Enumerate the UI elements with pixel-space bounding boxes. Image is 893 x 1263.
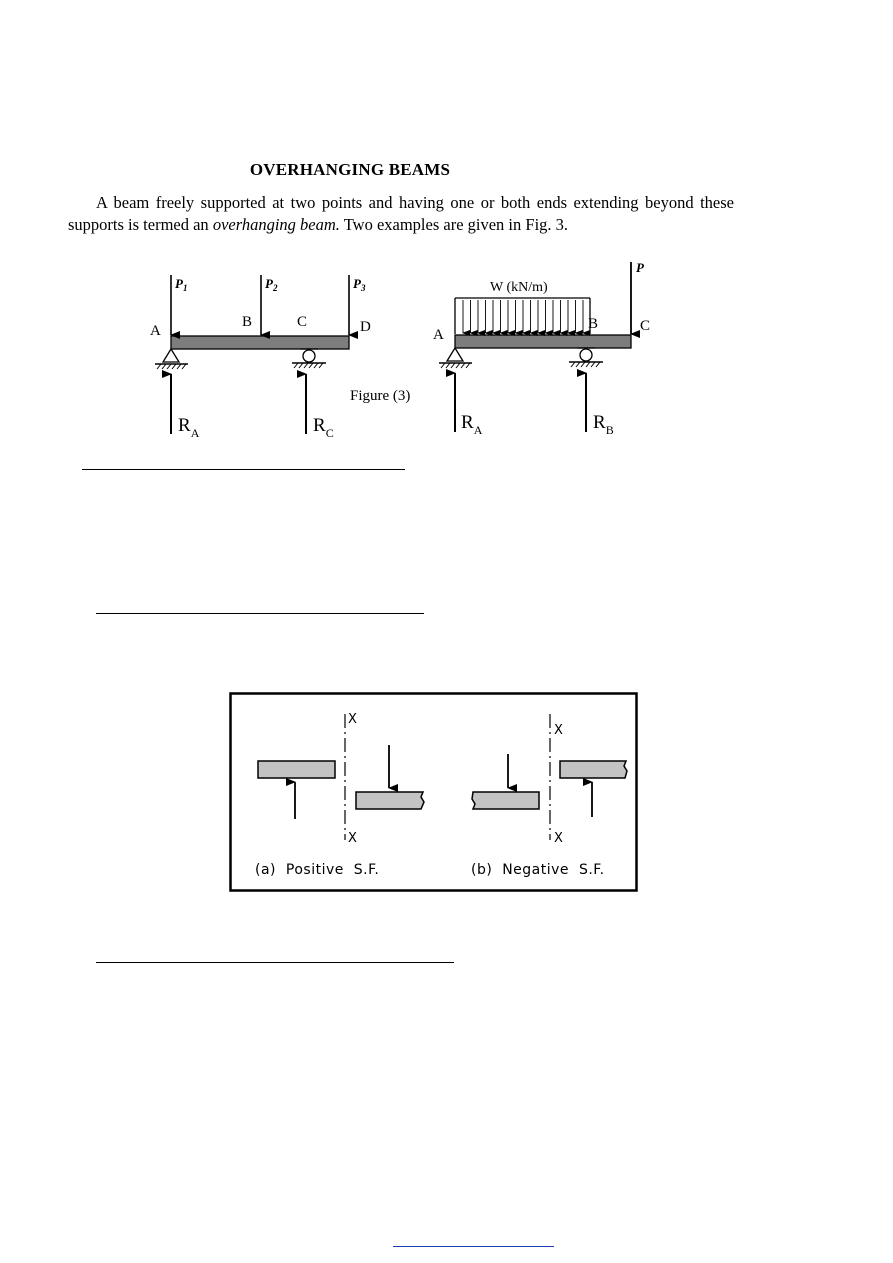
reaction-label-rc: $R_C$ — [313, 415, 334, 440]
figure-caption: Figure (3) — [350, 388, 411, 404]
beam-1-diagram — [150, 275, 371, 440]
figure-border — [231, 694, 637, 891]
shear-force-figure — [229, 692, 639, 894]
paragraph-line-1: A beam freely supported at two points and having one or both ends extending beyond these — [96, 193, 734, 212]
section-label-b-top: X — [554, 723, 563, 738]
load-label-p2: $P_2$ — [265, 276, 278, 293]
caption-negative: (b) Negative S.F. — [471, 862, 605, 878]
point-b-2: B — [588, 316, 599, 332]
pin-support — [155, 349, 188, 369]
point-b: B — [242, 314, 253, 330]
distributed-load — [455, 298, 590, 334]
beam-1 — [171, 336, 349, 349]
section-label-a-top: X — [348, 712, 357, 727]
underline-rule-2 — [96, 613, 424, 614]
paragraph-text: supports is termed an — [68, 215, 213, 234]
roller-support-2 — [569, 348, 603, 367]
section-heading: OVERHANGING BEAMS — [249, 160, 451, 179]
reaction-label-ra-2: $R_A$ — [461, 412, 483, 437]
underline-rule-3 — [96, 962, 454, 963]
udl-label: W (kN/m) — [490, 280, 548, 295]
paragraph-text-end: Two examples are given in Fig. 3. — [339, 215, 569, 234]
load-label-p1: $P_1$ — [175, 276, 188, 293]
right-segment-a — [356, 792, 424, 809]
paragraph-emphasis: overhanging beam. — [212, 215, 340, 234]
section-label-a-bottom: X — [348, 831, 357, 846]
beam-2-diagram — [433, 260, 650, 437]
point-a: A — [150, 323, 161, 339]
paragraph-line-2 — [68, 214, 748, 236]
left-segment-a — [258, 761, 335, 778]
load-label-p: P — [636, 260, 644, 275]
figure-3 — [0, 250, 700, 450]
caption-positive: (a) Positive S.F. — [255, 862, 380, 878]
point-d: D — [360, 319, 371, 335]
beam-2 — [455, 335, 631, 348]
underline-rule-1 — [82, 469, 405, 470]
roller-support — [292, 349, 326, 368]
section-label-b-bottom: X — [554, 831, 563, 846]
point-c: C — [297, 314, 308, 330]
reaction-label-rb: $R_B$ — [593, 412, 614, 437]
load-label-p3: $P_3$ — [353, 276, 366, 293]
right-segment-b — [560, 761, 627, 778]
footer-link-underline[interactable] — [393, 1246, 554, 1247]
intro-paragraph — [68, 192, 748, 236]
point-a-2: A — [433, 327, 444, 343]
left-segment-b — [472, 792, 539, 809]
point-c-2: C — [640, 318, 651, 334]
reaction-label-ra: $R_A$ — [178, 415, 200, 440]
pin-support-2 — [439, 348, 472, 368]
